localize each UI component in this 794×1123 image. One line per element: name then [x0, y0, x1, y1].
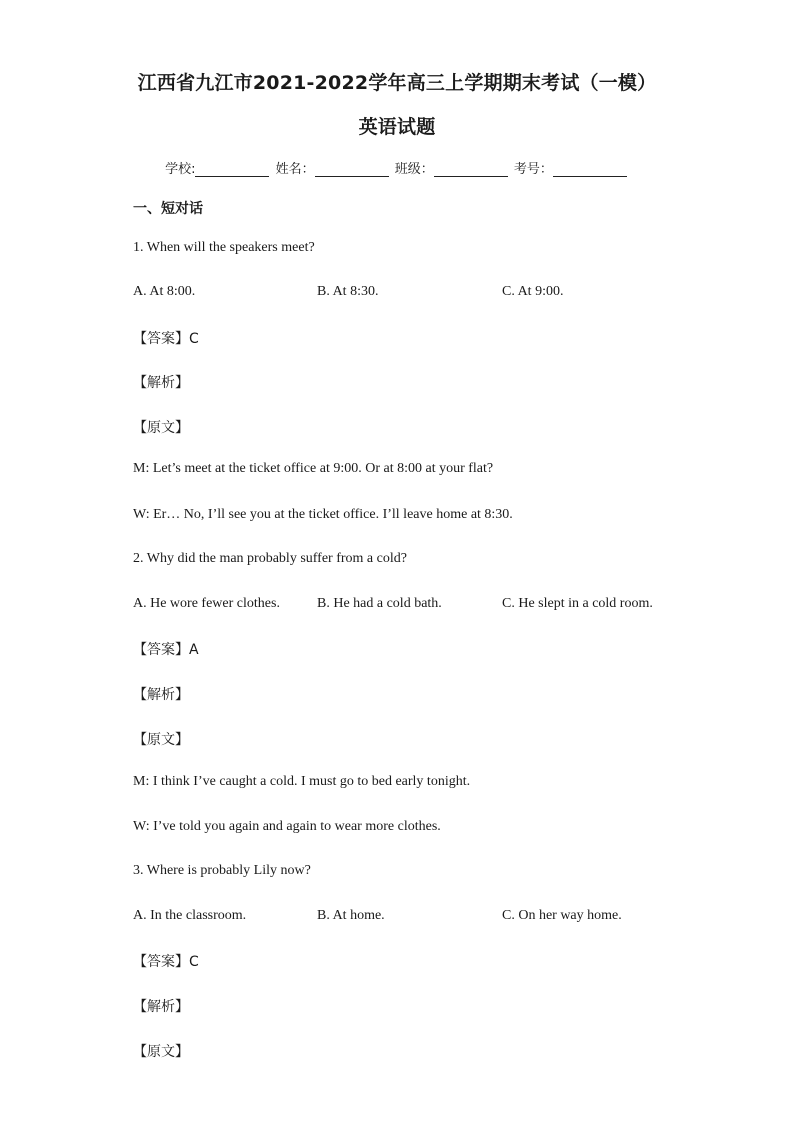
answer-line: 【答案】C	[133, 331, 199, 347]
transcript-line: W: I’ve told you again and again to wear more clothes.	[133, 819, 441, 834]
option-b: B. At home.	[317, 908, 385, 923]
school-label: 学校:	[165, 162, 196, 177]
name-blank	[315, 162, 389, 177]
section-title: 一、短对话	[133, 201, 203, 217]
class-blank	[434, 162, 508, 177]
question-stem: 2. Why did the man probably suffer from a cold?	[133, 551, 407, 566]
option-b: B. At 8:30.	[317, 284, 379, 299]
transcript-label: 【原文】	[133, 732, 189, 748]
number-label: 考号：	[513, 162, 553, 177]
question-stem: 1. When will the speakers meet?	[133, 240, 315, 255]
transcript-label: 【原文】	[133, 420, 189, 436]
question-stem: 3. Where is probably Lily now?	[133, 863, 311, 878]
transcript-line: M: I think I’ve caught a cold. I must go to bed early tonight.	[133, 774, 471, 789]
exam-subject: 英语试题	[358, 116, 436, 138]
option-a: A. He wore fewer clothes.	[133, 596, 280, 611]
analysis-label: 【解析】	[133, 375, 189, 391]
number-blank	[553, 162, 627, 177]
class-label: 班级：	[394, 162, 434, 177]
exam-title: 江西省九江市2021-2022学年高三上学期期末考试（一模）	[137, 72, 657, 94]
option-a: A. In the classroom.	[133, 908, 247, 923]
option-a: A. At 8:00.	[133, 284, 196, 299]
answer-line: 【答案】A	[133, 642, 199, 658]
answer-line: 【答案】C	[133, 954, 199, 970]
analysis-label: 【解析】	[133, 999, 189, 1015]
analysis-label: 【解析】	[133, 687, 189, 703]
name-label: 姓名：	[275, 162, 315, 177]
transcript-line: M: Let’s meet at the ticket office at 9:00. Or at 8:00 at your flat?	[133, 461, 494, 476]
option-b: B. He had a cold bath.	[317, 596, 442, 611]
option-c: C. He slept in a cold room.	[502, 596, 653, 611]
transcript-line: W: Er… No, I’ll see you at the ticket office. I’ll leave home at 8:30.	[133, 507, 513, 522]
student-info-row	[0, 158, 794, 177]
option-c: C. At 9:00.	[502, 284, 564, 299]
transcript-label: 【原文】	[133, 1044, 189, 1060]
school-blank	[195, 162, 269, 177]
option-c: C. On her way home.	[502, 908, 622, 923]
